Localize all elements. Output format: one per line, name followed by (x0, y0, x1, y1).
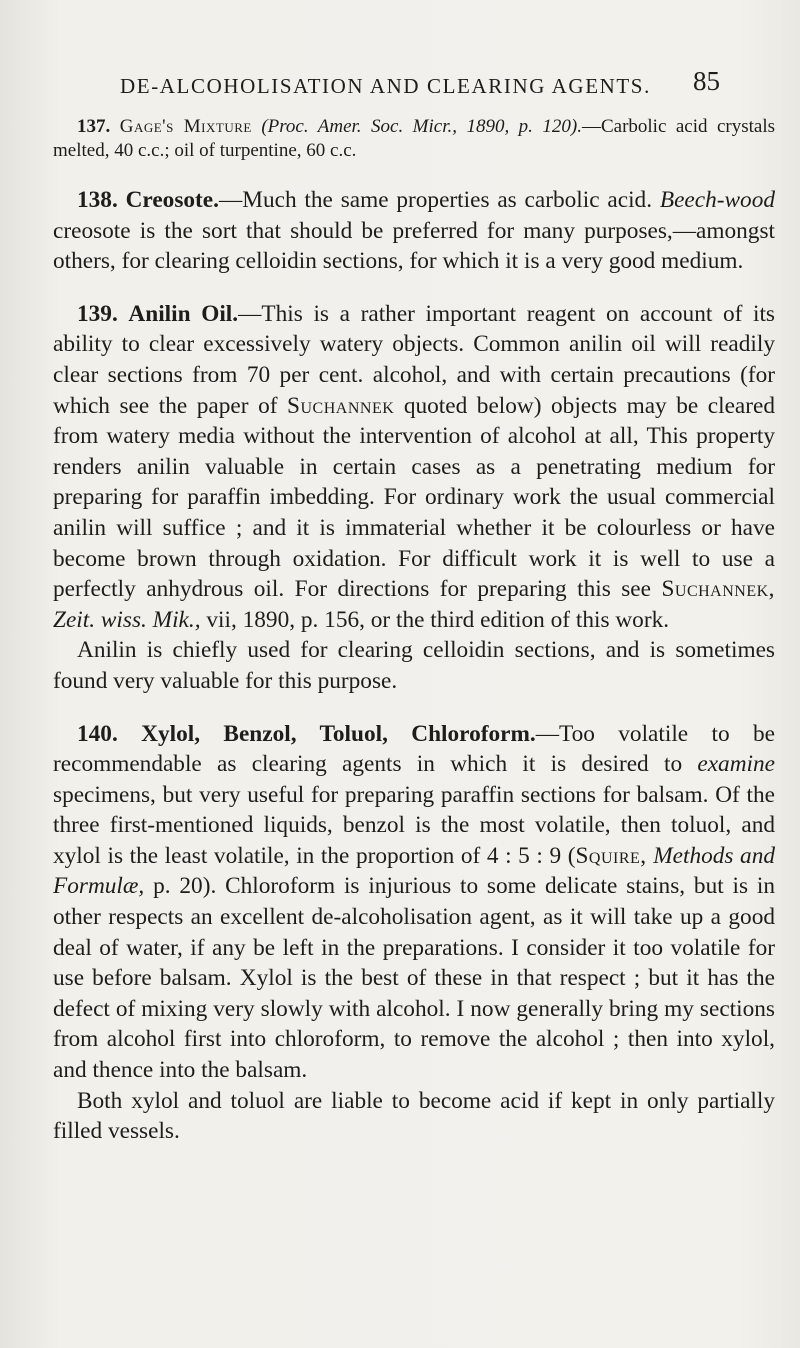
section-heading: Xylol, Benzol, Toluol, Chloroform. (141, 720, 536, 747)
page-body (53, 115, 775, 1147)
book-title: Methods and Formulæ, (53, 842, 775, 900)
running-head-title: DE-ALCOHOLISATION AND CLEARING AGENTS. (120, 74, 651, 98)
section-text: quoted below) objects may be cleared from watery media without the intervention of alcohol at all, This property renders anilin valuable in certain cases as a penetrating medium for preparing for paraffin imbedding. For ordinary work the usual commercial anilin will suffice ; and it is immaterial whether it be colourless or have become brown through oxidation. For difficult work it is well to use a perfectly anhydrous oil. For directions for preparing this see (53, 392, 776, 603)
italic-term: examine (697, 751, 775, 778)
section-140-paragraph-2: Both xylol and toluol are liable to become acid if kept in only partially filled vessels. (53, 1087, 775, 1145)
section-139-paragraph-2: Anilin is chiefly used for clearing celloidin sections, and is sometimes found very valuable for this purpose. (53, 637, 775, 694)
section-number: 138. (77, 187, 118, 213)
section-heading: Anilin Oil. (128, 300, 239, 327)
section-text: vii, 1890, p. 156, or the third edition of this work. (206, 606, 670, 633)
author-name: Suchannek (287, 392, 395, 419)
section-number: 140. (77, 720, 118, 747)
page-number: 85 (693, 66, 720, 96)
section-text: —Too volatile to be recommendable as clearing agents in which it is desired to (53, 720, 775, 778)
section-137 (53, 115, 775, 163)
section-number: 137. (77, 116, 111, 137)
section-139 (53, 299, 775, 636)
section-140 (53, 719, 775, 1086)
italic-term: Beech-wood (659, 187, 775, 213)
section-heading: Creosote. (125, 187, 219, 213)
section-text: creosote is the sort that should be preferred for many purposes,—amongst others, for clearing celloidin sections, for which it is a very good medium. (53, 217, 775, 275)
section-text: —Much the same properties as carbolic acid. (218, 187, 653, 213)
section-138 (53, 185, 775, 277)
section-text: —This is a rather important reagent on account of its ability to clear excessively watery objects. Common anilin oil will readily clear sections from 70 per cent. alcohol, and with certain precautions (for which see the paper of (53, 300, 775, 419)
author-name: Squire, (575, 842, 647, 869)
section-number: 139. (77, 300, 118, 327)
running-head (120, 66, 720, 99)
section-text: specimens, but very useful for preparing paraffin sections for balsam. Of the three first-mentioned liquids, benzol is the most volatile, then toluol, and xylol is the least volatile, in the proportion of 4 : 5 : 9 ( (53, 781, 775, 869)
author-name: Suchannek, (661, 576, 775, 603)
journal-title: Zeit. wiss. Mik., (53, 606, 201, 633)
section-text: p. 20). Chloroform is injurious to some delicate stains, but is in other respects an excellent de-alcoholisation agent, as it will take up a good deal of water, if any be left in the preparations. I consider it too volatile for use before balsam. Xylol is the best of these in that respect ; but it has the defect of mixing very slowly with alcohol. I now generally bring my sections from alcohol first into chloroform, to remove the alcohol ; then into xylol, and thence into the balsam. (53, 873, 776, 1084)
section-heading: Gage's Mixture (119, 116, 252, 137)
section-text: —Carbolic acid crystals melted, 40 c.c.; oil of turpentine, 60 c.c. (53, 116, 776, 161)
citation: (Proc. Amer. Soc. Micr., 1890, p. 120). (261, 116, 582, 137)
